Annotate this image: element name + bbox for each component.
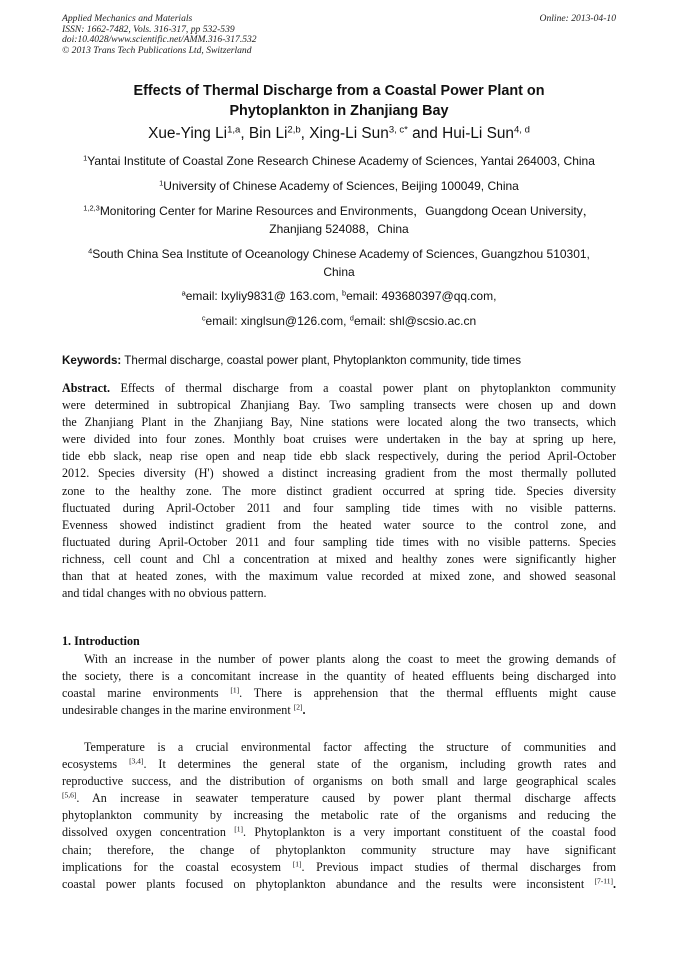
intro-text: the society, there is a concomitant increase in the quantity of heated effluents being discharged into: [62, 669, 616, 684]
intro-text: .: [302, 703, 306, 718]
intro-text: implications for the coastal ecosystem: [62, 859, 293, 874]
citation: [1]: [234, 824, 243, 834]
author-list: [62, 124, 616, 144]
author-sup: 3, c*: [388, 124, 408, 136]
title-line-2: Phytoplankton in Zhanjiang Bay: [229, 103, 449, 119]
email-c: email: xinglsun@126.com,: [205, 314, 350, 328]
author-separator: and: [407, 125, 443, 142]
email-b: email: 493680397@qq.com,: [346, 289, 497, 303]
intro-text: undesirable changes in the marine environment: [62, 703, 294, 718]
affiliation-text: Monitoring Center for Marine Resources and Environments，Guangdong Ocean University，: [99, 204, 595, 218]
affiliation-text: University of Chinese Academy of Sciences, Beijing 100049, China: [163, 179, 519, 193]
abstract: [62, 380, 616, 602]
intro-paragraph-2: [62, 739, 616, 893]
abstract-line: richness, cell count and Chl a concentration at mixed and healthy zones were significantly higher: [62, 551, 616, 566]
citation: [5,6]: [62, 790, 77, 800]
journal-header: [62, 14, 616, 56]
intro-text: phytoplankton community by increasing the metabolic rate of the organisms and reducing the: [62, 808, 616, 823]
affiliation: [62, 177, 616, 195]
citation: [3,4]: [129, 756, 144, 766]
abstract-line: fluctuated during April-October 2011 and four sampling tide times with no visible patterns.: [62, 500, 616, 515]
author-sup: 4, d: [513, 124, 530, 136]
intro-text: . Phytoplankton is a very important constituent of the coastal food: [243, 825, 616, 840]
affiliation-text-cont: China: [323, 265, 355, 279]
email-sup: c: [201, 313, 206, 323]
intro-text: .: [612, 876, 616, 891]
author-sup: 1,a: [227, 124, 241, 136]
abstract-label: Abstract.: [62, 381, 111, 395]
abstract-line: than that at heated zones, with the maximum value recorded at mixed zone, and showed seasonal: [62, 569, 616, 584]
title-line-1: Effects of Thermal Discharge from a Coastal Power Plant on: [133, 83, 545, 99]
intro-text: . Previous impact studies of thermal discharges from: [301, 859, 616, 874]
abstract-line: the Zhanjiang Plant in the Zhanjiang Bay, Nine stations were located along the two transects, which: [62, 415, 616, 430]
issn-line: ISSN: 1662-7482, Vols. 316-317, pp 532-539: [62, 23, 235, 35]
affiliation-text: Yantai Institute of Coastal Zone Research Chinese Academy of Sciences, Yantai 264003, China: [87, 154, 595, 168]
abstract-line: 2012. Species diversity (H') showed a distinct increasing gradient from the most thermally polluted: [62, 466, 616, 481]
citation: [1]: [292, 859, 302, 869]
keywords-text: Thermal discharge, coastal power plant, Phytoplankton community, tide times: [121, 354, 522, 367]
author-name: Xing-Li Sun: [309, 125, 389, 142]
email-line: [62, 287, 616, 305]
journal-name: Applied Mechanics and Materials: [62, 13, 193, 24]
keywords: [62, 353, 616, 369]
intro-text: ecosystems: [62, 757, 130, 772]
intro-paragraph-1: [62, 651, 616, 719]
intro-text: Temperature is a crucial environmental factor affecting the structure of communities and: [84, 740, 616, 754]
author-name: Hui-Li Sun: [442, 125, 514, 142]
intro-text: coastal marine environments: [62, 686, 231, 701]
author-name: Xue-Ying Li: [148, 125, 228, 142]
affiliation: [62, 245, 616, 281]
online-date: Online: 2013-04-10: [539, 13, 616, 24]
abstract-line: and tidal changes with no obvious pattern.: [62, 586, 267, 601]
affiliation-sup: 1: [83, 153, 88, 163]
email-sup: a: [181, 288, 186, 298]
email-a: email: lxyliy9831@ 163.com,: [185, 289, 342, 303]
intro-text: . There is apprehension that the thermal effluents might cause: [239, 686, 616, 701]
author-sup: 2,b: [287, 124, 301, 136]
abstract-line: zone to the healthy zone. The more distinct gradient occurred at spring tide. Species diversity: [62, 483, 616, 498]
intro-text: . An increase in seawater temperature caused by power plant thermal discharge affects: [76, 791, 616, 806]
abstract-line: Evenness showed indistinct gradient from the heated water source to the control zone, and: [62, 517, 616, 532]
citation: [7-11]: [594, 876, 613, 886]
affiliation: [62, 202, 616, 238]
intro-text: . It determines the general state of the organism, including growth rates and: [143, 757, 617, 772]
copyright-line: © 2013 Trans Tech Publications Ltd, Switzerland: [62, 44, 252, 56]
intro-text: reproductive success, and the distribution of organisms on both small and large geographical scales: [62, 774, 616, 789]
affiliation-sup: 1: [159, 178, 164, 188]
intro-text: With an increase in the number of power plants along the coast to meet the growing demands of: [84, 652, 616, 666]
abstract-line: were determined in subtropical Zhanjiang Bay. Two sampling transects were chosen up and down: [62, 398, 616, 413]
citation: [2]: [293, 702, 303, 712]
affiliation-text: South China Sea Institute of Oceanology Chinese Academy of Sciences, Guangzhou 510301,: [92, 247, 590, 261]
email-sup: b: [341, 288, 347, 298]
paper-title: [62, 81, 616, 121]
intro-text: coastal power plants focused on phytoplankton abundance and the results were inconsistent: [62, 876, 595, 891]
author-separator: ,: [300, 125, 310, 142]
abstract-line: were divided into four zones. Monthly boat cruises were undertaken in the bay at spring up here,: [62, 432, 616, 447]
email-line: [62, 312, 616, 330]
email-d: email: shl@scsio.ac.cn: [353, 314, 477, 328]
abstract-line: Effects of thermal discharge from a coastal power plant on phytoplankton community: [110, 381, 616, 395]
intro-text: chain; therefore, the change of phytoplankton community structure may have significant: [62, 842, 616, 857]
author-separator: ,: [240, 125, 249, 142]
abstract-line: tide ebb slack, neap rise open and neap tide ebb slack respectively, during the period April-October: [62, 449, 616, 464]
affiliation: [62, 152, 616, 170]
abstract-line: fluctuated during April-October 2011 and four sampling tide times with no visible patterns. Species: [62, 534, 616, 549]
doi-line: doi:10.4028/www.scientific.net/AMM.316-317.532: [62, 34, 257, 46]
author-name: Bin Li: [248, 125, 288, 142]
citation: [1]: [230, 685, 240, 695]
affiliation-text-cont: Zhanjiang 524088，China: [269, 222, 409, 236]
intro-text: dissolved oxygen concentration: [62, 825, 235, 840]
email-sup: d: [349, 313, 354, 323]
section-heading: 1. Introduction: [62, 634, 140, 648]
affiliation-sup: 1,2,3: [83, 203, 100, 213]
affiliation-sup: 4: [88, 246, 93, 256]
keywords-label: Keywords:: [62, 354, 122, 367]
